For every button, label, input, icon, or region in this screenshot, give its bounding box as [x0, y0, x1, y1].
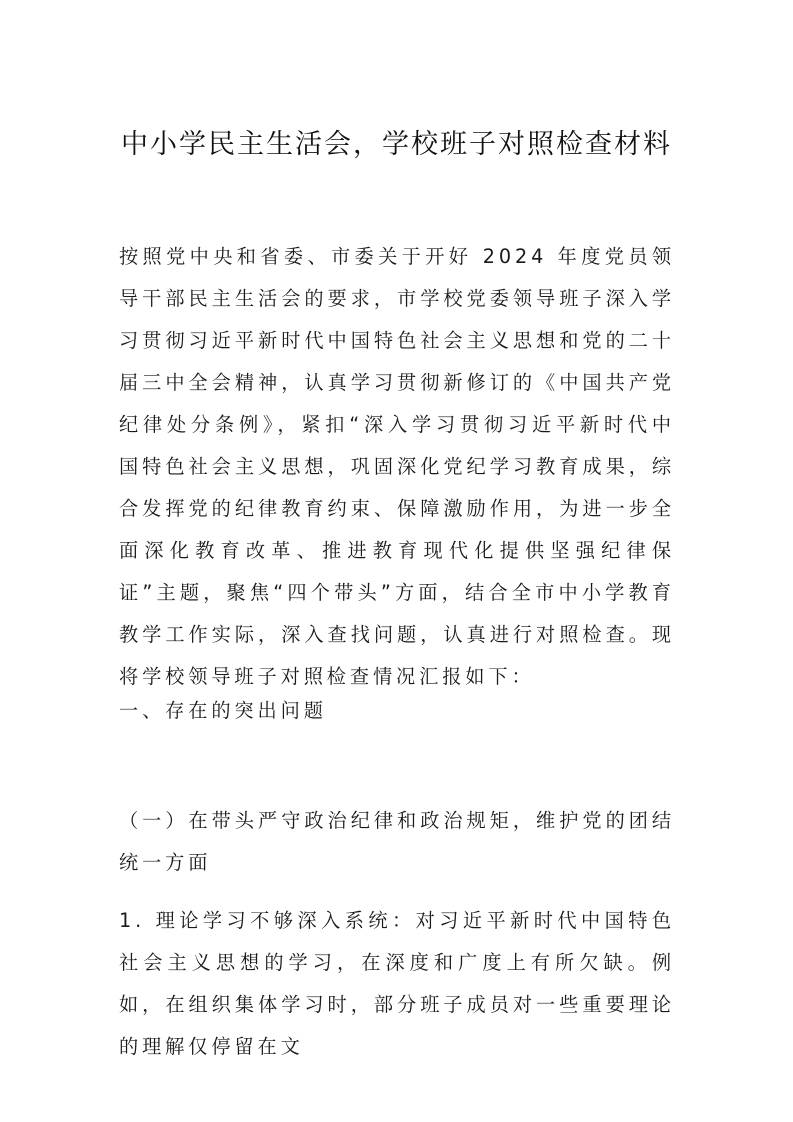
document-title: 中小学民主生活会，学校班子对照检查材料 — [121, 129, 672, 160]
section-heading-problems: 一、存在的突出问题 — [119, 699, 327, 722]
list-item-theory-study: 1. 理论学习不够深入系统：对习近平新时代中国特色社会主义思想的学习，在深度和广度上有所欠缺。例如，在组织集体学习时，部分班子成员对一些重要理论的理解仅停留在文 — [119, 909, 675, 1058]
subsection-heading-political-discipline: （一）在带头严守政治纪律和政治规矩，维护党的团结统一方面 — [119, 809, 675, 874]
intro-paragraph: 按照党中央和省委、市委关于开好 2024 年度党员领导干部民主生活会的要求，市学校党委领导班子深入学习贯彻习近平新时代中国特色社会主义思想和党的二十届三中全会精神，认真学习贯彻新修订的《中国共产党纪律处分条例》，紧扣“深入学习贯彻习近平新时代中国特色社会主义思想，巩固深化党纪学习教育成果，综合发挥党的纪律教育约束、保障激励作用，为进一步全面深化教育改革、推进教育现代化提供坚强纪律保证”主题，聚焦“四个带头”方面，结合全市中小学教育教学工作实际，深入查找问题，认真进行对照检查。现将学校领导班子对照检查情况汇报如下： — [119, 245, 675, 688]
